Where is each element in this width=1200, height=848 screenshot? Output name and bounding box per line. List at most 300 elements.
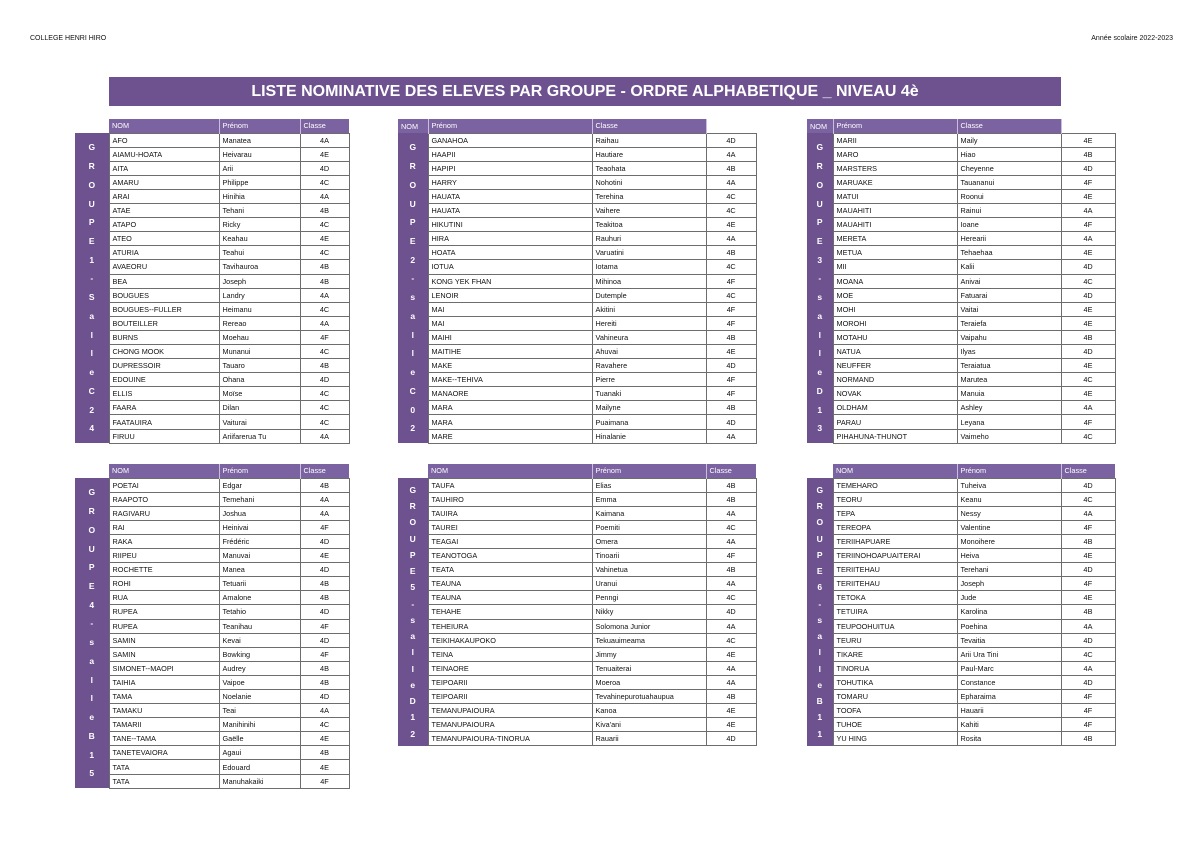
- student-name: TEHAHE: [428, 605, 592, 619]
- table-row: [807, 133, 1115, 147]
- student-firstname: Philippe: [219, 175, 300, 189]
- table-row: [75, 218, 349, 232]
- table-row: [807, 218, 1115, 232]
- table-row: [75, 330, 349, 344]
- student-class: 4E: [1061, 302, 1115, 316]
- table-row: [398, 591, 756, 605]
- table-row: [75, 563, 349, 577]
- student-class: 4C: [300, 175, 349, 189]
- student-name: HIKUTINI: [428, 218, 592, 232]
- student-class: 4A: [300, 506, 349, 520]
- page-title: LISTE NOMINATIVE DES ELEVES PAR GROUPE - ORDRE ALPHABETIQUE _ NIVEAU 4è: [109, 77, 1061, 106]
- student-firstname: Iotama: [592, 260, 706, 274]
- student-firstname: Agaui: [219, 746, 300, 760]
- table-row: [807, 478, 1115, 492]
- student-name: NATUA: [833, 345, 957, 359]
- student-firstname: Ohana: [219, 373, 300, 387]
- side-letter: P: [88, 217, 95, 228]
- student-name: HAUATA: [428, 189, 592, 203]
- student-class: 4D: [706, 415, 756, 429]
- student-firstname: Teraiefa: [957, 316, 1061, 330]
- side-letter: s: [410, 292, 416, 303]
- student-name: AITA: [109, 161, 219, 175]
- student-name: TEIKIHAKAUPOKO: [428, 633, 592, 647]
- student-class: 4F: [300, 647, 349, 661]
- table-row: [807, 387, 1115, 401]
- student-class: 4B: [706, 246, 756, 260]
- student-firstname: Elias: [592, 478, 706, 492]
- student-name: TANE--TAMA: [109, 732, 219, 746]
- student-class: 4D: [706, 605, 756, 619]
- table-row: [75, 415, 349, 429]
- table-row: [807, 415, 1115, 429]
- student-name: TEAUNA: [428, 591, 592, 605]
- side-letter: -: [411, 273, 415, 284]
- table-row: [75, 647, 349, 661]
- student-firstname: Tehani: [219, 204, 300, 218]
- student-class: 4B: [706, 330, 756, 344]
- student-firstname: Joseph: [957, 577, 1061, 591]
- column-header-nom: NOM: [833, 464, 957, 478]
- table-row: [75, 387, 349, 401]
- side-letter: s: [410, 614, 416, 625]
- student-class: 4A: [300, 133, 349, 147]
- student-class: 4D: [1061, 161, 1115, 175]
- table-row: [398, 316, 756, 330]
- student-class: 4E: [706, 218, 756, 232]
- student-name: MAKE--TEHIVA: [428, 373, 592, 387]
- student-firstname: Teanihau: [219, 619, 300, 633]
- student-firstname: Jimmy: [592, 647, 706, 661]
- student-name: RUPEA: [109, 605, 219, 619]
- side-letter: E: [409, 566, 416, 577]
- side-letter: 2: [410, 423, 416, 434]
- student-firstname: Dutemple: [592, 288, 706, 302]
- student-firstname: Rauarii: [592, 732, 706, 746]
- table-row: [75, 401, 349, 415]
- side-letter: 0: [410, 404, 416, 415]
- student-firstname: Hinalanie: [592, 429, 706, 443]
- student-name: CHONG MOOK: [109, 345, 219, 359]
- table-row: [75, 718, 349, 732]
- side-letter: E: [816, 236, 823, 246]
- student-class: 4B: [706, 690, 756, 704]
- table-row: [398, 520, 756, 534]
- table-row: [807, 232, 1115, 246]
- student-name: ROHI: [109, 577, 219, 591]
- student-class: 4F: [1061, 415, 1115, 429]
- column-header-classe: Classe: [300, 464, 349, 478]
- student-class: 4D: [300, 161, 349, 175]
- table-row: [75, 478, 349, 492]
- student-firstname: Rosita: [957, 732, 1061, 746]
- student-name: FIRUU: [109, 429, 219, 443]
- side-letter: 3: [817, 254, 823, 265]
- student-firstname: Vaimeho: [957, 429, 1061, 443]
- student-class: 4D: [1061, 675, 1115, 689]
- student-firstname: Jude: [957, 591, 1061, 605]
- student-name: TETUIRA: [833, 605, 957, 619]
- student-class: 4F: [300, 330, 349, 344]
- student-firstname: Varuatini: [592, 246, 706, 260]
- side-letter: R: [816, 501, 823, 512]
- student-name: METUA: [833, 246, 957, 260]
- student-firstname: Kalii: [957, 260, 1061, 274]
- student-firstname: Maily: [957, 133, 1061, 147]
- student-class: 4A: [1061, 619, 1115, 633]
- group-side-label: [807, 133, 833, 443]
- column-header-nom: Prénom: [833, 119, 957, 133]
- student-name: YU HING: [833, 732, 957, 746]
- student-name: TEUPOOHUITUA: [833, 619, 957, 633]
- student-name: ELLIS: [109, 387, 219, 401]
- table-row: [75, 619, 349, 633]
- student-name: ATURIA: [109, 246, 219, 260]
- student-firstname: Vaihere: [592, 204, 706, 218]
- student-firstname: Teraiatua: [957, 359, 1061, 373]
- side-letter: l: [411, 663, 414, 674]
- student-name: TEPA: [833, 506, 957, 520]
- student-firstname: Puaimana: [592, 415, 706, 429]
- student-class: 4B: [300, 661, 349, 675]
- group-6-table: [807, 464, 1116, 746]
- side-letter: E: [409, 236, 416, 246]
- student-firstname: Tetuarii: [219, 577, 300, 591]
- table-row: [75, 591, 349, 605]
- side-letter: e: [89, 367, 95, 378]
- column-header-prenom: Classe: [957, 119, 1061, 133]
- table-row: [398, 387, 756, 401]
- student-firstname: Heivarau: [219, 147, 300, 161]
- student-class: 4C: [706, 189, 756, 203]
- side-letter: 2: [410, 728, 416, 739]
- table-row: [75, 520, 349, 534]
- table-row: [398, 288, 756, 302]
- side-letter: D: [409, 696, 416, 707]
- student-firstname: Arii Ura Tini: [957, 647, 1061, 661]
- student-class: 4E: [706, 345, 756, 359]
- student-class: 4B: [300, 359, 349, 373]
- student-class: 4A: [706, 175, 756, 189]
- student-class: 4A: [706, 661, 756, 675]
- table-row: [807, 330, 1115, 344]
- student-firstname: Teai: [219, 704, 300, 718]
- side-letter: S: [88, 292, 95, 303]
- table-row: [807, 732, 1115, 746]
- student-firstname: Akitini: [592, 302, 706, 316]
- student-class: 4E: [1061, 387, 1115, 401]
- student-class: 4D: [1061, 633, 1115, 647]
- student-name: TERIIHAPUARE: [833, 534, 957, 548]
- student-name: RAGIVARU: [109, 506, 219, 520]
- student-firstname: Heinivai: [219, 520, 300, 534]
- student-firstname: Ariifarerua Tu: [219, 429, 300, 443]
- student-class: 4D: [1061, 260, 1115, 274]
- side-letter: a: [89, 310, 95, 321]
- student-name: SIMONET--MAOPI: [109, 661, 219, 675]
- table-row: [75, 288, 349, 302]
- student-class: 4C: [706, 633, 756, 647]
- student-name: BOUGUES--FULLER: [109, 302, 219, 316]
- side-letter: -: [818, 273, 822, 284]
- student-firstname: Tekuauimeama: [592, 633, 706, 647]
- student-name: TERIINOHOAPUAITERAI: [833, 549, 957, 563]
- group-5-table: [398, 464, 757, 746]
- column-header-nom: NOM: [109, 464, 219, 478]
- student-firstname: Manuhakaiki: [219, 774, 300, 788]
- student-class: 4B: [1061, 330, 1115, 344]
- student-class: 4A: [706, 147, 756, 161]
- side-letter: P: [816, 217, 823, 228]
- student-class: 4B: [300, 577, 349, 591]
- student-firstname: Audrey: [219, 661, 300, 675]
- student-class: 4A: [706, 232, 756, 246]
- side-letter: D: [816, 385, 823, 396]
- student-class: 4D: [300, 563, 349, 577]
- table-header-row: [398, 464, 756, 478]
- student-class: 4A: [300, 704, 349, 718]
- table-row: [75, 175, 349, 189]
- student-firstname: Amalone: [219, 591, 300, 605]
- student-class: 4D: [300, 605, 349, 619]
- table-header-row: [807, 464, 1115, 478]
- table-row: [75, 246, 349, 260]
- table-row: [75, 506, 349, 520]
- student-class: 4E: [1061, 189, 1115, 203]
- student-class: 4F: [1061, 704, 1115, 718]
- side-letter: C: [88, 385, 95, 396]
- student-firstname: Tenuaiterai: [592, 661, 706, 675]
- table-row: [398, 274, 756, 288]
- table-row: [398, 189, 756, 203]
- student-firstname: Tuanaki: [592, 387, 706, 401]
- student-name: TOOFA: [833, 704, 957, 718]
- student-class: 4E: [300, 549, 349, 563]
- table-row: [807, 647, 1115, 661]
- student-name: MERETA: [833, 232, 957, 246]
- student-name: TUHOE: [833, 718, 957, 732]
- table-row: [75, 345, 349, 359]
- side-letter: l: [90, 693, 93, 704]
- side-letter: s: [817, 614, 823, 625]
- column-header-nom: NOM: [109, 119, 219, 133]
- student-class: 4D: [300, 534, 349, 548]
- side-letter: 6: [817, 582, 823, 593]
- column-header-col0: [398, 464, 428, 478]
- student-firstname: Vaitai: [957, 302, 1061, 316]
- student-name: HIRA: [428, 232, 592, 246]
- side-letter: a: [410, 310, 416, 321]
- student-name: HARRY: [428, 175, 592, 189]
- table-row: [398, 690, 756, 704]
- student-class: 4C: [300, 415, 349, 429]
- student-class: 4C: [1061, 373, 1115, 387]
- student-name: MANAORE: [428, 387, 592, 401]
- student-firstname: Hautiare: [592, 147, 706, 161]
- student-name: TATA: [109, 774, 219, 788]
- side-letter: 1: [89, 254, 95, 265]
- table-row: [807, 147, 1115, 161]
- student-firstname: Vaipahu: [957, 330, 1061, 344]
- student-class: 4E: [706, 647, 756, 661]
- column-header-prenom: Prénom: [592, 464, 706, 478]
- side-letter: G: [409, 484, 417, 495]
- table-row: [75, 534, 349, 548]
- student-name: MARA: [428, 415, 592, 429]
- student-firstname: Frédéric: [219, 534, 300, 548]
- column-header-col0: NOM: [398, 119, 428, 133]
- column-header-classe: Classe: [1061, 464, 1115, 478]
- student-name: RAAPOTO: [109, 492, 219, 506]
- student-class: 4F: [300, 619, 349, 633]
- student-name: MOANA: [833, 274, 957, 288]
- table-row: [75, 302, 349, 316]
- student-class: 4B: [300, 274, 349, 288]
- table-row: [398, 175, 756, 189]
- table-row: [807, 204, 1115, 218]
- side-letter: l: [90, 329, 93, 340]
- side-letter: P: [88, 562, 95, 573]
- column-header-prenom: Prénom: [219, 119, 300, 133]
- student-name: NORMAND: [833, 373, 957, 387]
- table-row: [807, 718, 1115, 732]
- group-1-table: [75, 119, 350, 444]
- table-row: [75, 316, 349, 330]
- student-class: 4A: [300, 189, 349, 203]
- student-firstname: Nessy: [957, 506, 1061, 520]
- table-row: [398, 605, 756, 619]
- student-class: 4B: [706, 563, 756, 577]
- student-name: GANAHOA: [428, 133, 592, 147]
- student-firstname: Kahiti: [957, 718, 1061, 732]
- school-name: COLLEGE HENRI HIRO: [30, 35, 107, 42]
- student-name: LENOIR: [428, 288, 592, 302]
- side-letter: E: [88, 581, 95, 591]
- table-row: [398, 218, 756, 232]
- student-firstname: Teahui: [219, 246, 300, 260]
- side-letter: U: [88, 543, 95, 554]
- student-firstname: Moïse: [219, 387, 300, 401]
- table-row: [807, 246, 1115, 260]
- student-class: 4E: [300, 760, 349, 774]
- student-class: 4D: [300, 633, 349, 647]
- student-name: MARUAKE: [833, 175, 957, 189]
- student-name: RUA: [109, 591, 219, 605]
- student-class: 4F: [706, 274, 756, 288]
- student-firstname: Hereiti: [592, 316, 706, 330]
- student-firstname: Kaimana: [592, 506, 706, 520]
- student-name: TEREOPA: [833, 520, 957, 534]
- student-firstname: Herearii: [957, 232, 1061, 246]
- table-row: [807, 302, 1115, 316]
- side-letter: e: [817, 367, 823, 378]
- student-class: 4C: [300, 718, 349, 732]
- student-class: 4D: [1061, 478, 1115, 492]
- side-letter: e: [89, 712, 95, 723]
- student-name: ARAI: [109, 189, 219, 203]
- table-row: [398, 577, 756, 591]
- student-name: TEAUNA: [428, 577, 592, 591]
- student-name: MAUAHITI: [833, 218, 957, 232]
- table-row: [398, 161, 756, 175]
- student-firstname: Kanoa: [592, 704, 706, 718]
- student-firstname: Fatuarai: [957, 288, 1061, 302]
- side-letter: 1: [817, 728, 823, 739]
- student-firstname: Hinihia: [219, 189, 300, 203]
- student-name: TAUHIRO: [428, 492, 592, 506]
- student-firstname: Vahineura: [592, 330, 706, 344]
- table-row: [75, 774, 349, 788]
- student-class: 4E: [706, 718, 756, 732]
- student-firstname: Joseph: [219, 274, 300, 288]
- column-header-nom: NOM: [428, 464, 592, 478]
- student-firstname: Hiao: [957, 147, 1061, 161]
- student-name: BOUGUES: [109, 288, 219, 302]
- student-firstname: Poemiti: [592, 520, 706, 534]
- student-class: 4B: [1061, 534, 1115, 548]
- student-firstname: Ahuvai: [592, 345, 706, 359]
- side-letter: G: [88, 142, 96, 153]
- student-name: ATAE: [109, 204, 219, 218]
- student-class: 4C: [1061, 274, 1115, 288]
- student-name: IOTUA: [428, 260, 592, 274]
- side-letter: e: [817, 679, 823, 690]
- student-class: 4F: [300, 520, 349, 534]
- student-name: TATA: [109, 760, 219, 774]
- table-row: [398, 549, 756, 563]
- student-firstname: Tinoarii: [592, 549, 706, 563]
- student-firstname: Heiva: [957, 549, 1061, 563]
- side-letter: O: [88, 524, 96, 535]
- student-name: MAI: [428, 316, 592, 330]
- table-row: [807, 661, 1115, 675]
- side-letter: l: [411, 329, 414, 340]
- table-row: [75, 373, 349, 387]
- student-firstname: Uranui: [592, 577, 706, 591]
- student-class: 4C: [300, 246, 349, 260]
- table-row: [75, 204, 349, 218]
- student-name: MOROHI: [833, 316, 957, 330]
- side-letter: 3: [817, 423, 823, 434]
- table-row: [75, 661, 349, 675]
- student-firstname: Manatea: [219, 133, 300, 147]
- school-year: Année scolaire 2022-2023: [1091, 35, 1173, 42]
- student-firstname: Monoihere: [957, 534, 1061, 548]
- student-firstname: Roonui: [957, 189, 1061, 203]
- side-letter: -: [411, 598, 415, 609]
- student-class: 4B: [706, 401, 756, 415]
- table-row: [398, 429, 756, 443]
- student-class: 4B: [300, 478, 349, 492]
- student-class: 4B: [300, 260, 349, 274]
- student-firstname: Emma: [592, 492, 706, 506]
- side-letter: 1: [817, 404, 823, 415]
- student-name: TEIPOARII: [428, 690, 592, 704]
- table-row: [807, 288, 1115, 302]
- table-row: [75, 359, 349, 373]
- table-row: [398, 302, 756, 316]
- table-row: [398, 147, 756, 161]
- table-row: [75, 133, 349, 147]
- table-row: [807, 619, 1115, 633]
- student-name: TEMANUPAIOURA: [428, 704, 592, 718]
- side-letter: l: [818, 647, 821, 658]
- student-class: 4C: [706, 520, 756, 534]
- side-letter: C: [409, 385, 416, 396]
- side-letter: P: [409, 549, 416, 560]
- side-letter: O: [409, 517, 417, 528]
- table-row: [398, 661, 756, 675]
